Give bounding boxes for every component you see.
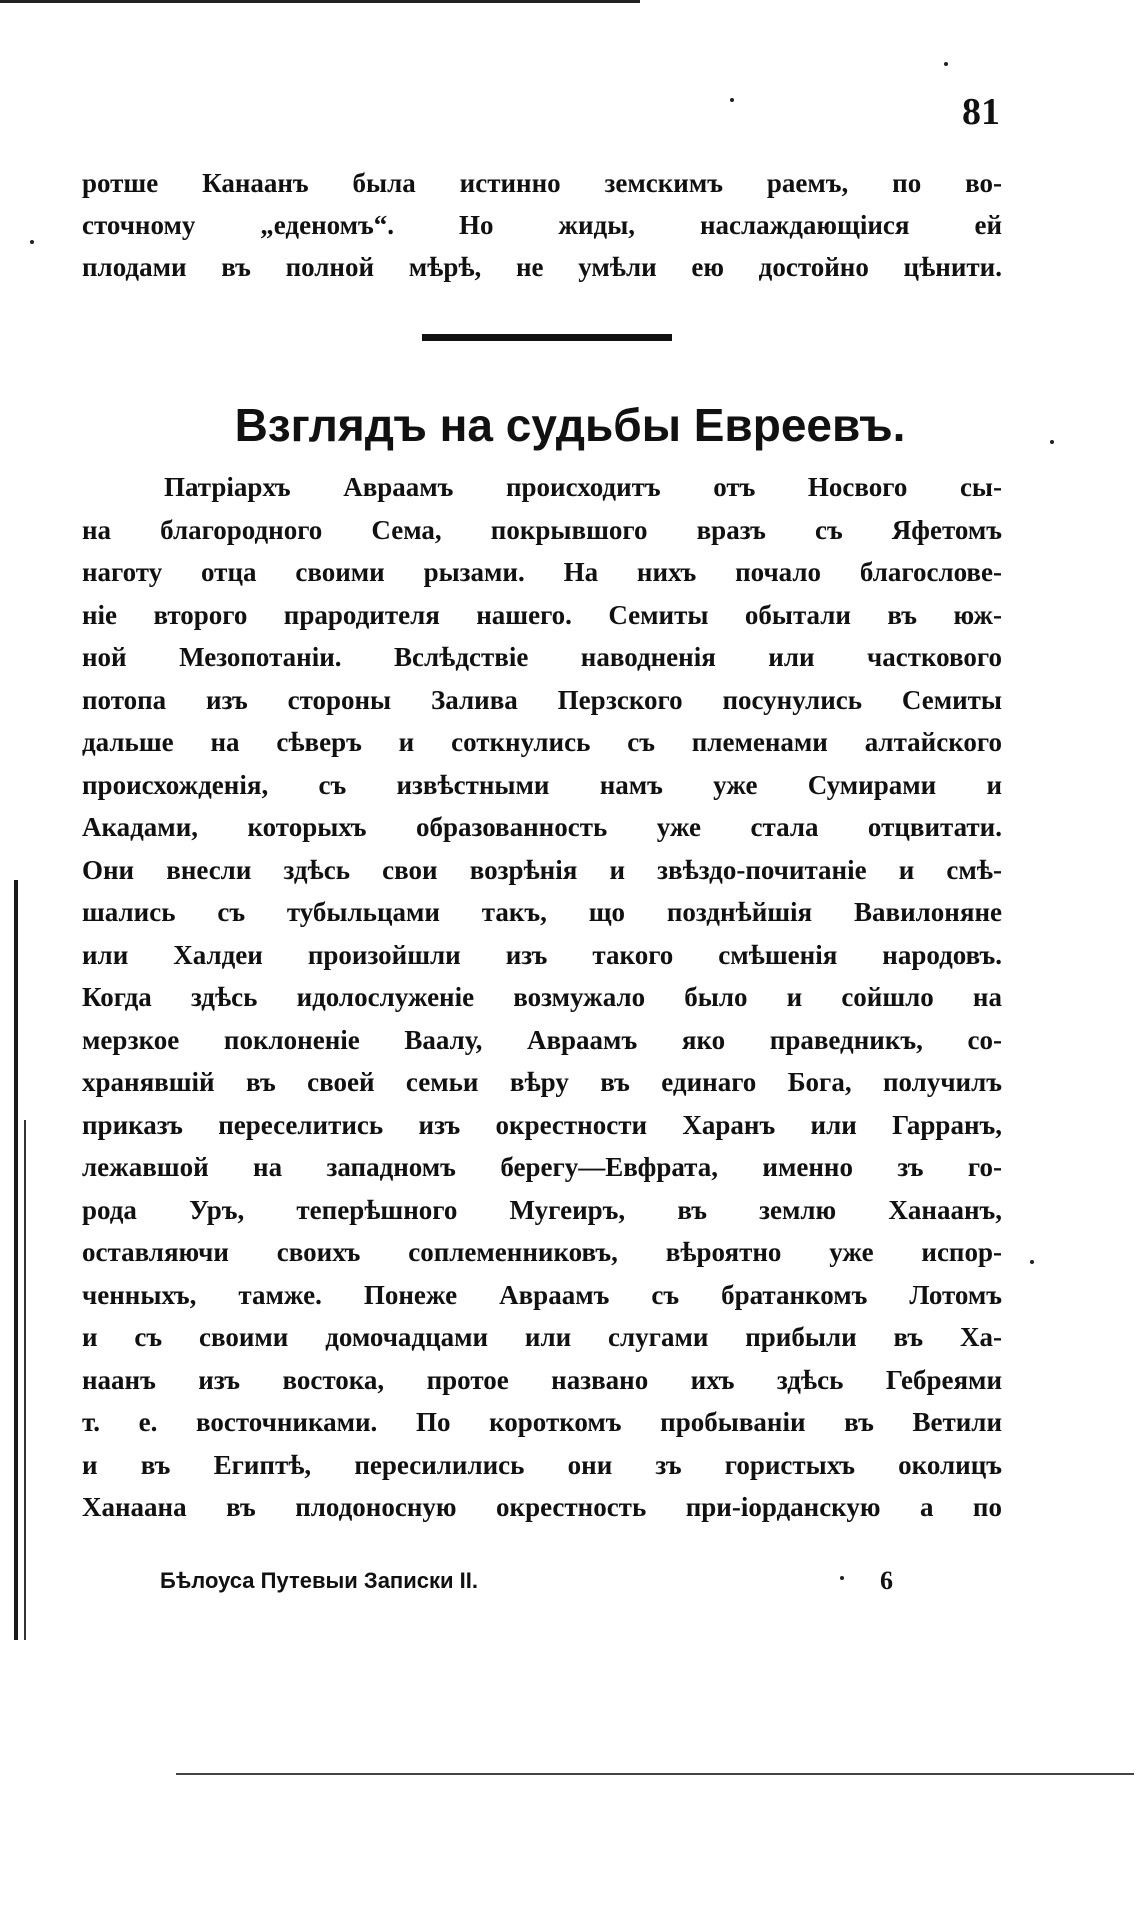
body-line: Ханаана въ плодоносную окрестность при-іорданскую а по [82, 1492, 1002, 1522]
body-line: Они внесли здѣсь свои возрѣнія и звѣздо-почитаніе и смѣ- [82, 854, 1002, 885]
body-line: хранявшій въ своей семьи вѣру въ единаго Бога, получилъ [82, 1067, 1002, 1097]
section-heading: Взглядъ на судьбы Евреевъ. [234, 399, 906, 451]
scan-speck [1050, 440, 1054, 444]
intro-line: ротше Канаанъ была истинно земскимъ раемъ, по во- [82, 168, 1002, 198]
binding-edge-shadow-inner [24, 1120, 26, 1640]
bottom-edge-rule [176, 1773, 1134, 1775]
body-line: оставляючи своихъ соплеменниковъ, вѣроятно уже испор- [82, 1237, 1002, 1267]
body-line: мерзкое поклоненіе Ваалу, Авраамъ яко праведникъ, со- [82, 1024, 1002, 1055]
body-line: Когда здѣсь идолослуженіе возмужало было и сойшло на [82, 982, 1002, 1012]
intro-paragraph [82, 162, 1002, 288]
body-line: Патріархъ Авраамъ происходитъ отъ Носвого сы- [164, 472, 1002, 502]
footer-signature: Бѣлоуса Путевыи Записки II. [160, 1568, 478, 1593]
body-line: дальше на сѣверъ и соткнулись съ племенами алтайского [82, 727, 1002, 757]
scan-speck [730, 98, 734, 102]
body-line: приказъ переселитись изъ окрестности Харанъ или Гарранъ, [82, 1109, 1002, 1140]
body-line: шались съ тубыльцами такъ, що позднѣйшія Вавилоняне [82, 897, 1002, 927]
body-line: или Халдеи произойшли изъ такого смѣшенія народовъ. [82, 939, 1002, 970]
scan-speck [944, 62, 948, 66]
body-line: Акадами, которыхъ образованность уже стала отцвитати. [82, 812, 1002, 842]
body-line: и въ Египтѣ, пересилились они зъ гористыхъ околицъ [82, 1449, 1002, 1480]
body-line: наготу отца своими рызами. На нихъ почало благослове- [82, 557, 1002, 587]
body-line: происхожденія, съ извѣстными намъ уже Сумирами и [82, 769, 1002, 800]
intro-line: плодами въ полной мѣрѣ, не умѣли ею достойно цѣнити. [82, 252, 1002, 282]
scan-speck [1030, 1260, 1034, 1264]
scan-speck [30, 240, 34, 244]
body-line: ной Мезопотаніи. Вслѣдствіе наводненія или часткового [82, 642, 1002, 672]
body-line: и съ своими домочадцами или слугами прибыли въ Ха- [82, 1322, 1002, 1352]
binding-edge-shadow [14, 880, 18, 1640]
body-line: потопа изъ стороны Залива Перзского посунулись Семиты [82, 684, 1002, 715]
body-line: на благородного Сема, покрывшого вразъ съ Яфетомъ [82, 514, 1002, 545]
body-line: ченныхъ, тамже. Понеже Авраамъ съ братанкомъ Лотомъ [82, 1279, 1002, 1310]
body-paragraph [82, 466, 1002, 1529]
body-line: ніе второго прародителя нашего. Семиты обытали въ юж- [82, 599, 1002, 630]
scan-speck [840, 1576, 844, 1580]
body-line: лежавшой на западномъ берегу—Евфрата, именно зъ го- [82, 1152, 1002, 1182]
body-line: т. е. восточниками. По короткомъ пробываніи въ Ветили [82, 1407, 1002, 1437]
body-line: наанъ изъ востока, протое названо ихъ здѣсь Гебреями [82, 1364, 1002, 1395]
body-line: рода Уръ, теперѣшного Мугеиръ, въ землю Ханаанъ, [82, 1194, 1002, 1225]
intro-line: сточному „еденомъ“. Но жиды, наслаждающіися ей [82, 210, 1002, 240]
section-divider [422, 334, 672, 341]
top-edge-rule [0, 0, 640, 3]
footer-signature-mark: 6 [880, 1566, 893, 1595]
page-number: 81 [962, 91, 1000, 133]
